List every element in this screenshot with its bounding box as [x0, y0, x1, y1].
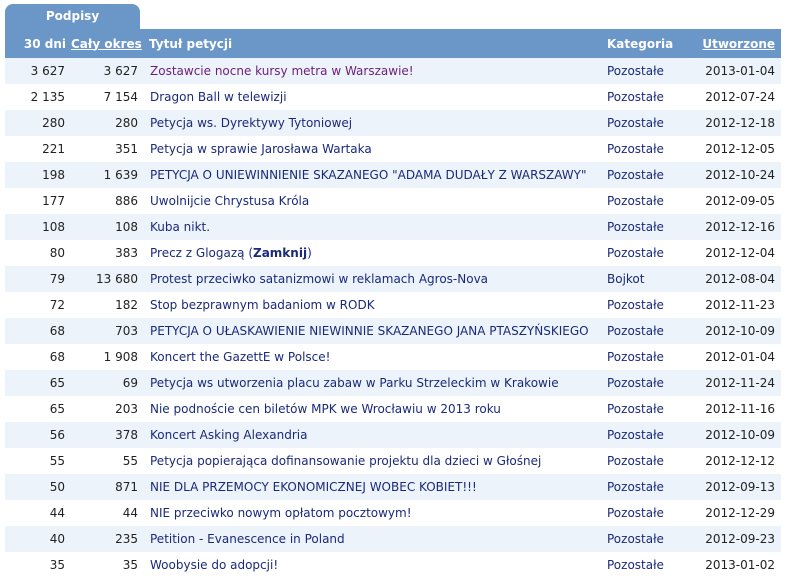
category-link[interactable]: Pozostałe [607, 506, 664, 520]
signatures-30-days: 72 [49, 298, 65, 312]
petition-title-cell [144, 500, 607, 526]
closed-label: Zamknij [253, 246, 308, 260]
category-cell [607, 448, 690, 474]
petition-title-link[interactable]: Stop bezprawnym badaniom w RODK [150, 298, 375, 312]
table-row [5, 292, 781, 318]
signatures-total: 886 [115, 194, 138, 208]
created-date: 2012-11-24 [705, 376, 775, 390]
created-date: 2012-12-04 [705, 246, 775, 260]
signatures-30-days: 35 [49, 558, 65, 572]
table-row [5, 84, 781, 110]
signatures-30-days: 198 [42, 168, 65, 182]
petition-title-cell [144, 58, 607, 84]
category-link[interactable]: Pozostałe [607, 194, 664, 208]
category-cell [607, 344, 690, 370]
header-category: Kategoria [607, 36, 674, 51]
petition-title-link[interactable]: PETYCJA O UŁASKAWIENIE NIEWINNIE SKAZANEGO JANA PTASZYŃSKIEGO [150, 324, 589, 338]
table-row [5, 500, 781, 526]
petition-title-cell [144, 84, 607, 110]
header-created-sort[interactable]: Utworzone [702, 36, 775, 51]
created-date: 2012-10-09 [705, 324, 775, 338]
created-date: 2012-11-23 [705, 298, 775, 312]
category-cell [607, 370, 690, 396]
petition-title-cell [144, 422, 607, 448]
signatures-total: 108 [115, 220, 138, 234]
category-link[interactable]: Pozostałe [607, 90, 664, 104]
petition-title-link[interactable]: Koncert Asking Alexandria [150, 428, 308, 442]
category-cell [607, 526, 690, 552]
signatures-total: 871 [115, 480, 138, 494]
petition-title-cell [144, 474, 607, 500]
category-cell [607, 188, 690, 214]
signatures-total: 280 [115, 116, 138, 130]
signatures-30-days: 56 [49, 428, 65, 442]
created-date: 2012-10-09 [705, 428, 775, 442]
created-date: 2012-09-23 [705, 532, 775, 546]
table-row [5, 318, 781, 344]
table-row [5, 162, 781, 188]
category-link[interactable]: Pozostałe [607, 350, 664, 364]
signatures-total: 55 [122, 454, 138, 468]
signatures-tab: Podpisy [5, 4, 140, 29]
signatures-30-days: 80 [49, 246, 65, 260]
petition-title-link[interactable]: Dragon Ball w telewizji [150, 90, 287, 104]
petitions-table [5, 29, 781, 578]
created-date: 2012-07-24 [705, 90, 775, 104]
category-link[interactable]: Pozostałe [607, 454, 664, 468]
created-date: 2012-11-16 [705, 402, 775, 416]
signatures-total: 13 680 [96, 272, 138, 286]
petition-title-cell [144, 110, 607, 136]
petition-title-cell [144, 526, 607, 552]
created-date: 2012-12-29 [705, 506, 775, 520]
petition-title-link[interactable]: Petycja popierająca dofinansowanie projektu dla dzieci w Głośnej [150, 454, 542, 468]
signatures-total: 182 [115, 298, 138, 312]
table-row [5, 136, 781, 162]
category-cell [607, 266, 690, 292]
category-link[interactable]: Pozostałe [607, 532, 664, 546]
header-title: Tytuł petycji [149, 36, 233, 51]
petition-title-link[interactable]: Koncert the GazettE w Polsce! [150, 350, 331, 364]
signatures-total: 1 908 [103, 350, 138, 364]
signatures-total: 235 [115, 532, 138, 546]
created-date: 2012-09-05 [705, 194, 775, 208]
signatures-total: 203 [115, 402, 138, 416]
signatures-total: 35 [122, 558, 138, 572]
category-cell [607, 240, 690, 266]
table-row [5, 422, 781, 448]
category-cell [607, 552, 690, 578]
petition-title-link[interactable]: Kuba nikt. [150, 220, 211, 234]
petition-title-link[interactable]: Precz z Glogazą [150, 246, 245, 260]
petition-title-link[interactable]: Petycja ws utworzenia placu zabaw w Parku Strzeleckim w Krakowie [150, 376, 559, 390]
petition-title-link[interactable]: Petycja ws. Dyrektywy Tytoniowej [150, 116, 353, 130]
table-row [5, 266, 781, 292]
petition-title-link[interactable]: Petycja w sprawie Jarosława Wartaka [150, 142, 372, 156]
category-cell [607, 396, 690, 422]
petition-title-cell [144, 188, 607, 214]
category-cell [607, 110, 690, 136]
table-row [5, 396, 781, 422]
created-date: 2013-01-04 [705, 64, 775, 78]
category-link[interactable]: Pozostałe [607, 558, 664, 572]
created-date: 2012-08-04 [705, 272, 775, 286]
table-row [5, 474, 781, 500]
category-cell [607, 422, 690, 448]
signatures-total: 7 154 [103, 90, 138, 104]
petition-title-cell [144, 552, 607, 578]
category-cell [607, 214, 690, 240]
signatures-total: 383 [115, 246, 138, 260]
signatures-30-days: 44 [49, 506, 65, 520]
petition-title-cell [144, 370, 607, 396]
table-row [5, 58, 781, 84]
signatures-30-days: 2 135 [30, 90, 65, 104]
category-link[interactable]: Pozostałe [607, 116, 664, 130]
category-cell [607, 292, 690, 318]
category-link[interactable]: Pozostałe [607, 246, 664, 260]
category-link[interactable]: Pozostałe [607, 402, 664, 416]
created-date: 2012-12-16 [705, 220, 775, 234]
table-row [5, 526, 781, 552]
petition-title-link[interactable]: NIE przeciwko nowym opłatom pocztowym! [150, 506, 412, 520]
table-row [5, 370, 781, 396]
petition-title-link[interactable]: NIE DLA PRZEMOCY EKONOMICZNEJ WOBEC KOBIET!!! [150, 480, 477, 494]
category-link[interactable]: Pozostałe [607, 324, 664, 338]
header-total-sort[interactable]: Cały okres [71, 36, 142, 51]
signatures-30-days: 65 [49, 376, 65, 390]
category-link[interactable]: Pozostałe [607, 298, 664, 312]
petition-title-link[interactable]: Woobysie do adopcji! [150, 558, 279, 572]
signatures-30-days: 55 [49, 454, 65, 468]
header-30-days: 30 dni [23, 36, 66, 51]
category-link[interactable]: Pozostałe [607, 428, 664, 442]
petition-title-cell [144, 292, 607, 318]
category-cell [607, 500, 690, 526]
signatures-total: 3 627 [103, 64, 138, 78]
table-row [5, 344, 781, 370]
petition-title-cell [144, 396, 607, 422]
signatures-30-days: 65 [49, 402, 65, 416]
petition-title-cell [144, 136, 607, 162]
category-cell [607, 162, 690, 188]
category-link[interactable]: Pozostałe [607, 480, 664, 494]
category-cell [607, 58, 690, 84]
signatures-30-days: 40 [49, 532, 65, 546]
signatures-total: 44 [122, 506, 138, 520]
petition-title-cell [144, 162, 607, 188]
petition-title-link[interactable]: Uwolnijcie Chrystusa Króla [150, 194, 310, 208]
created-date: 2012-09-13 [705, 480, 775, 494]
signatures-30-days: 68 [49, 324, 65, 338]
signatures-30-days: 79 [49, 272, 65, 286]
table-header-row [5, 29, 781, 58]
table-row [5, 110, 781, 136]
category-link[interactable]: Pozostałe [607, 168, 664, 182]
petition-title-cell: Precz z Glogazą (Zamknij) [150, 246, 312, 260]
signatures-30-days: 177 [42, 194, 65, 208]
table-row [5, 188, 781, 214]
petition-title-link[interactable]: Nie podnoście cen biletów MPK we Wrocławiu w 2013 roku [150, 402, 501, 416]
category-cell [607, 318, 690, 344]
category-cell [607, 84, 690, 110]
signatures-30-days: 3 627 [30, 64, 65, 78]
signatures-total: 351 [115, 142, 138, 156]
category-link[interactable]: Pozostałe [607, 376, 664, 390]
petition-title-link[interactable]: Zostawcie nocne kursy metra w Warszawie! [150, 64, 414, 78]
category-link[interactable]: Pozostałe [607, 64, 664, 78]
petition-title-cell [144, 266, 607, 292]
signatures-total: 69 [122, 376, 138, 390]
table-row [5, 552, 781, 578]
petition-title-cell [144, 448, 607, 474]
petition-title-cell [144, 344, 607, 370]
petition-title-cell [144, 214, 607, 240]
petition-title-link[interactable]: Protest przeciwko satanizmowi w reklamach Agros-Nova [150, 272, 489, 286]
signatures-total: 703 [115, 324, 138, 338]
category-link[interactable]: Bojkot [607, 272, 645, 286]
created-date: 2012-01-04 [705, 350, 775, 364]
created-date: 2012-12-12 [705, 454, 775, 468]
created-date: 2012-12-18 [705, 116, 775, 130]
created-date: 2012-12-05 [705, 142, 775, 156]
signatures-30-days: 108 [42, 220, 65, 234]
table-row [5, 448, 781, 474]
signatures-30-days: 280 [42, 116, 65, 130]
signatures-30-days: 50 [49, 480, 65, 494]
signatures-30-days: 221 [42, 142, 65, 156]
table-row [5, 240, 781, 266]
petition-title-cell [144, 318, 607, 344]
created-date: 2012-10-24 [705, 168, 775, 182]
category-link[interactable]: Pozostałe [607, 220, 664, 234]
category-link[interactable]: Pozostałe [607, 142, 664, 156]
petition-title-link[interactable]: PETYCJA O UNIEWINNIENIE SKAZANEGO "ADAMA DUDAŁY Z WARSZAWY" [150, 168, 587, 182]
signatures-total: 378 [115, 428, 138, 442]
created-date: 2013-01-02 [705, 558, 775, 572]
signatures-30-days: 68 [49, 350, 65, 364]
table-row [5, 214, 781, 240]
category-cell [607, 136, 690, 162]
signatures-total: 1 639 [103, 168, 138, 182]
category-cell [607, 474, 690, 500]
petition-title-link[interactable]: Petition - Evanescence in Poland [150, 532, 345, 546]
